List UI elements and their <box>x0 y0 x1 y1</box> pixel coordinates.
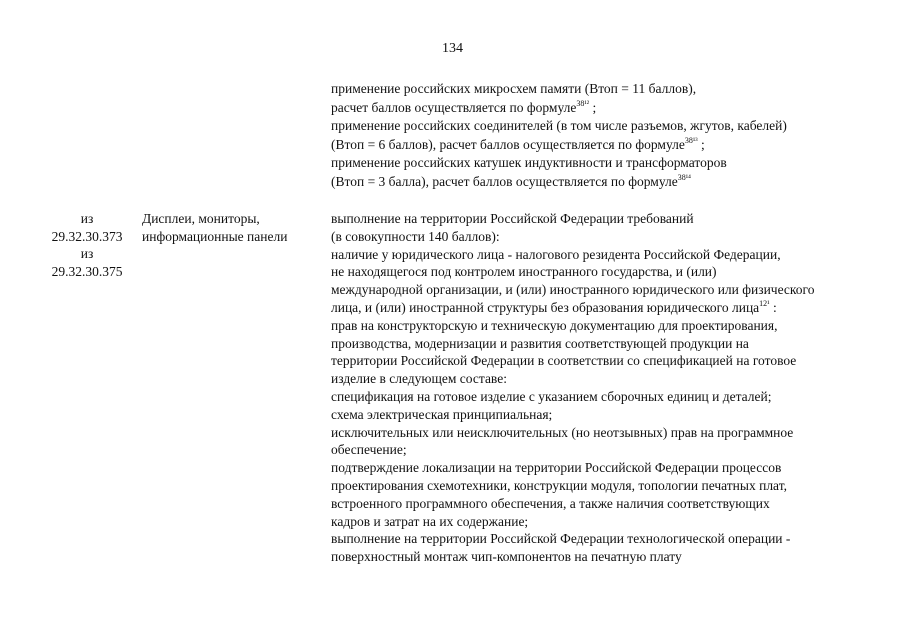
requirement-line-text: применение российских микросхем памяти (Втоп = 11 баллов), <box>331 81 697 96</box>
requirement-line <box>331 281 871 299</box>
requirement-line-text: территории Российской Федерации в соответствии со спецификацией на готовое <box>331 353 797 369</box>
requirement-line <box>331 228 871 246</box>
requirement-line-text: (Втоп = 6 баллов), расчет баллов осуществляется по формуле <box>331 136 685 152</box>
requirement-line-text: применение российских катушек индуктивности и трансформаторов <box>331 155 727 170</box>
requirement-line <box>331 477 871 495</box>
requirement-line <box>331 459 871 477</box>
requirement-line <box>331 335 871 353</box>
requirement-line <box>331 370 871 388</box>
line-punctuation: ; <box>589 99 597 115</box>
code-line: из <box>80 211 94 226</box>
requirement-line <box>331 424 871 442</box>
requirements-cell <box>331 210 871 566</box>
requirement-line-text: выполнение на территории Российской Федерации технологической операции - <box>331 531 791 547</box>
requirement-line <box>331 117 871 136</box>
previous-item-requirements <box>331 80 871 191</box>
requirement-line-text: изделие в следующем составе: <box>331 371 507 387</box>
code-line: 29.32.30.375 <box>51 263 123 279</box>
requirement-line-text: поверхностный монтаж чип-компонентов на печатную плату <box>331 549 682 565</box>
requirement-line-text: применение российских соединителей (в том числе разъемов, жгутов, кабелей) <box>331 118 787 133</box>
requirement-line <box>331 388 871 406</box>
requirement-line-text: обеспечение; <box>331 442 407 458</box>
requirement-line-text: проектирования схемотехники, конструкции модуля, топологии печатных плат, <box>331 477 787 493</box>
footnote-reference: 38¹⁴ <box>677 172 691 182</box>
requirement-line-text: (в совокупности 140 баллов): <box>331 228 500 244</box>
line-punctuation: : <box>769 299 777 315</box>
requirement-line <box>331 317 871 335</box>
requirement-line <box>331 246 871 264</box>
footnote-reference: 38¹² <box>576 98 590 108</box>
requirement-line <box>331 299 871 317</box>
okpd2-code-cell <box>42 210 132 280</box>
requirement-line-text: наличие у юридического лица - налогового резидента Российской Федерации, <box>331 246 781 262</box>
footnote-reference: 12¹ <box>759 298 770 308</box>
requirement-line <box>331 406 871 424</box>
requirement-line <box>331 263 871 281</box>
requirement-line-text: расчет баллов осуществляется по формуле <box>331 99 577 115</box>
requirement-line-text: выполнение на территории Российской Федерации требований <box>331 211 694 226</box>
line-punctuation: ; <box>697 136 705 152</box>
product-name-cell <box>142 210 322 245</box>
requirement-line <box>331 548 871 566</box>
requirement-line-text: лица, и (или) иностранной структуры без образования юридического лица <box>331 299 760 315</box>
requirement-line-text: производства, модернизации и развития соответствующей продукции на <box>331 335 749 351</box>
page-number: 134 <box>442 41 463 56</box>
code-line: из <box>80 246 94 261</box>
footnote-reference: 38¹³ <box>684 135 698 145</box>
requirement-line <box>331 495 871 513</box>
requirement-line <box>331 441 871 459</box>
requirement-line <box>331 99 871 118</box>
requirement-line <box>331 352 871 370</box>
requirement-line-text: схема электрическая принципиальная; <box>331 406 553 422</box>
requirement-line <box>331 80 871 99</box>
name-line: Дисплеи, мониторы, <box>142 211 260 226</box>
code-line: 29.32.30.373 <box>51 228 123 244</box>
requirement-line <box>331 210 871 228</box>
requirement-line-text: подтверждение локализации на территории Российской Федерации процессов <box>331 460 782 476</box>
requirement-line <box>331 173 871 192</box>
requirement-line <box>331 530 871 548</box>
requirement-line-text: кадров и затрат на их содержание; <box>331 513 529 529</box>
requirement-line-text: исключительных или неисключительных (но неотзывных) прав на программное <box>331 424 794 440</box>
requirement-line <box>331 136 871 155</box>
requirement-line-text: международной организации, и (или) иностранного юридического или физического <box>331 282 815 298</box>
requirement-line <box>331 513 871 531</box>
name-line: информационные панели <box>142 228 288 244</box>
requirement-line-text: встроенного программного обеспечения, а также наличия соответствующих <box>331 495 770 511</box>
requirement-line-text: (Втоп = 3 балла), расчет баллов осуществляется по формуле <box>331 173 678 189</box>
requirement-line-text: не находящегося под контролем иностранного государства, и (или) <box>331 264 717 280</box>
requirement-line <box>331 154 871 173</box>
requirement-line-text: спецификация на готовое изделие с указанием сборочных единиц и деталей; <box>331 388 772 404</box>
requirement-line-text: прав на конструкторскую и техническую документацию для проектирования, <box>331 317 778 333</box>
